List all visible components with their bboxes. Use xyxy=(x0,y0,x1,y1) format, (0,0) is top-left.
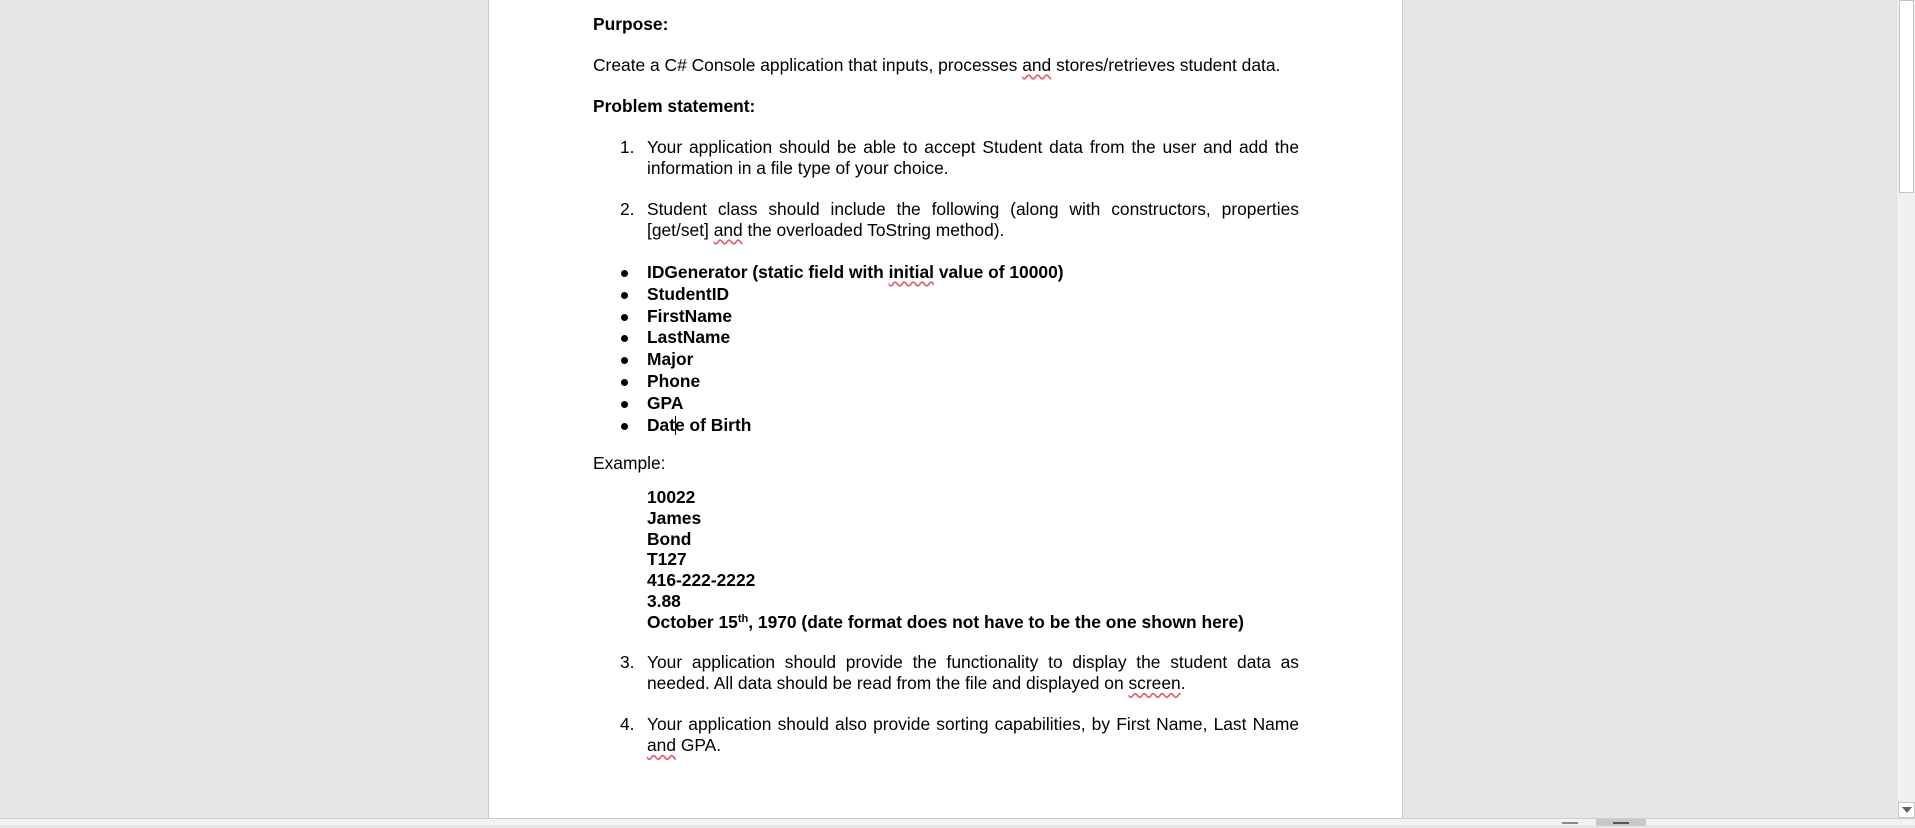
print-layout-icon xyxy=(1613,822,1629,828)
example-first-name: James xyxy=(647,508,702,529)
bullet-icon xyxy=(621,270,628,277)
bullet-item: Major xyxy=(593,349,1299,371)
spellcheck-flag[interactable]: and xyxy=(647,735,677,756)
example-phone: 416-222-2222 xyxy=(647,570,756,591)
example-id: 10022 xyxy=(647,487,696,508)
example-dob: October 15th, 1970 (date format does not have to be the one shown here) xyxy=(647,611,1244,632)
document-page[interactable] xyxy=(488,0,1403,818)
list-item-4: 4. Your application should also provide sorting capabilities, by First Name, Last Name and GPA. xyxy=(620,714,1299,756)
bullet-item: IDGenerator (static field with initial value of 10000) xyxy=(593,262,1299,284)
example-last-name: Bond xyxy=(647,528,692,549)
bullet-item: Date of Birth xyxy=(593,415,1299,437)
example-gpa: 3.88 xyxy=(647,590,681,611)
spellcheck-flag[interactable]: and xyxy=(1022,55,1052,75)
list-item-3: 3. Your application should provide the functionality to display the student data as needed. All data should be read from the file and displayed on screen. xyxy=(620,652,1299,694)
scroll-down-button[interactable] xyxy=(1898,802,1915,818)
bullet-icon xyxy=(621,335,628,342)
bullet-item: Phone xyxy=(593,371,1299,393)
spellcheck-flag[interactable]: screen xyxy=(1128,673,1181,694)
bullet-icon xyxy=(621,423,628,430)
purpose-heading: Purpose: xyxy=(593,14,669,34)
list-number: 1. xyxy=(620,137,635,157)
chevron-down-icon xyxy=(1902,807,1912,813)
list-number: 4. xyxy=(620,714,635,735)
list-item-1: 1. Your application should be able to accept Student data from the user and add the information in a file type of your choice. xyxy=(620,137,1299,178)
purpose-paragraph: Create a C# Console application that inputs, processes and stores/retrieves student data. xyxy=(593,55,1281,75)
bullet-item: LastName xyxy=(593,327,1299,349)
example-label: Example: xyxy=(593,453,666,474)
bullet-icon xyxy=(621,357,628,364)
list-number: 3. xyxy=(620,652,635,673)
web-layout-view-icon[interactable] xyxy=(1562,822,1578,828)
bullet-item: GPA xyxy=(593,393,1299,415)
scrollbar-thumb[interactable] xyxy=(1899,0,1914,193)
list-item-2: 2. Student class should include the following (along with constructors, properties [get/set] and the overloaded ToString method). xyxy=(620,199,1299,240)
spellcheck-flag[interactable]: and xyxy=(713,220,743,240)
bullet-item: StudentID xyxy=(593,284,1299,306)
list-number: 2. xyxy=(620,199,635,219)
vertical-scrollbar[interactable] xyxy=(1896,0,1915,818)
spellcheck-flag[interactable]: initial xyxy=(888,262,934,282)
problem-heading: Problem statement: xyxy=(593,96,756,116)
field-bullet-list xyxy=(593,262,1299,436)
bullet-icon xyxy=(621,314,628,321)
example-record xyxy=(593,487,1299,632)
document-body[interactable] xyxy=(593,14,1299,756)
bullet-item: FirstName xyxy=(593,306,1299,328)
bullet-icon xyxy=(621,292,628,299)
bullet-icon xyxy=(621,379,628,386)
bullet-icon xyxy=(621,401,628,408)
example-major: T127 xyxy=(647,549,687,570)
status-bar xyxy=(0,818,1915,825)
